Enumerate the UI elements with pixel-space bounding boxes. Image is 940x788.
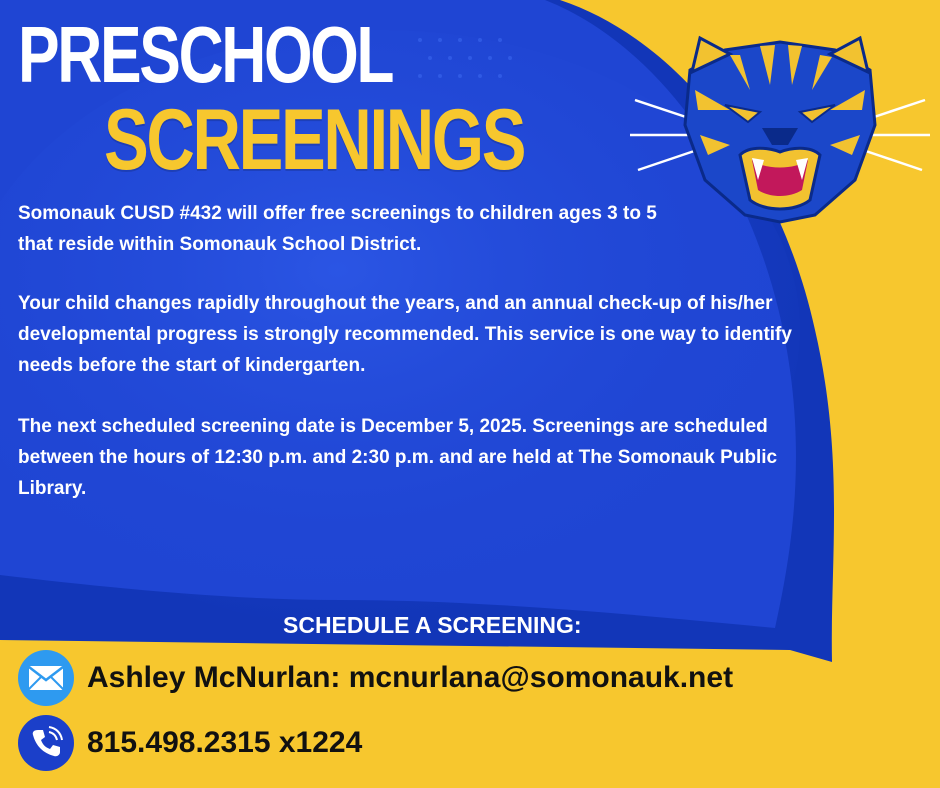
phone-contact[interactable] bbox=[18, 715, 362, 771]
phone-contact-text[interactable]: 815.498.2315 x1224 bbox=[87, 726, 363, 759]
schedule-heading: SCHEDULE A SCREENING: bbox=[283, 612, 582, 638]
intro-paragraph: Somonauk CUSD #432 will offer free screenings to children ages 3 to 5 that reside within Somonauk School District. bbox=[18, 203, 657, 255]
development-paragraph: Your child changes rapidly throughout the years, and an annual check-up of his/her developmental progress is strongly recommended. This service is one way to identify needs before the start of kindergarten. bbox=[18, 293, 792, 376]
envelope-icon bbox=[18, 650, 74, 706]
tiger-mascot-logo bbox=[630, 30, 930, 230]
email-contact-text[interactable]: Ashley McNurlan: mcnurlana@somonauk.net bbox=[87, 661, 734, 694]
phone-icon bbox=[18, 715, 74, 771]
schedule-paragraph: The next scheduled screening date is December 5, 2025. Screenings are scheduled between the hours of 12:30 p.m. and 2:30 p.m. and are held at The Somonauk Public Library. bbox=[18, 416, 778, 499]
email-contact[interactable] bbox=[18, 650, 733, 706]
title-line-2: SCREENINGS bbox=[104, 92, 525, 188]
title-line-1: PRESCHOOL bbox=[18, 10, 393, 99]
